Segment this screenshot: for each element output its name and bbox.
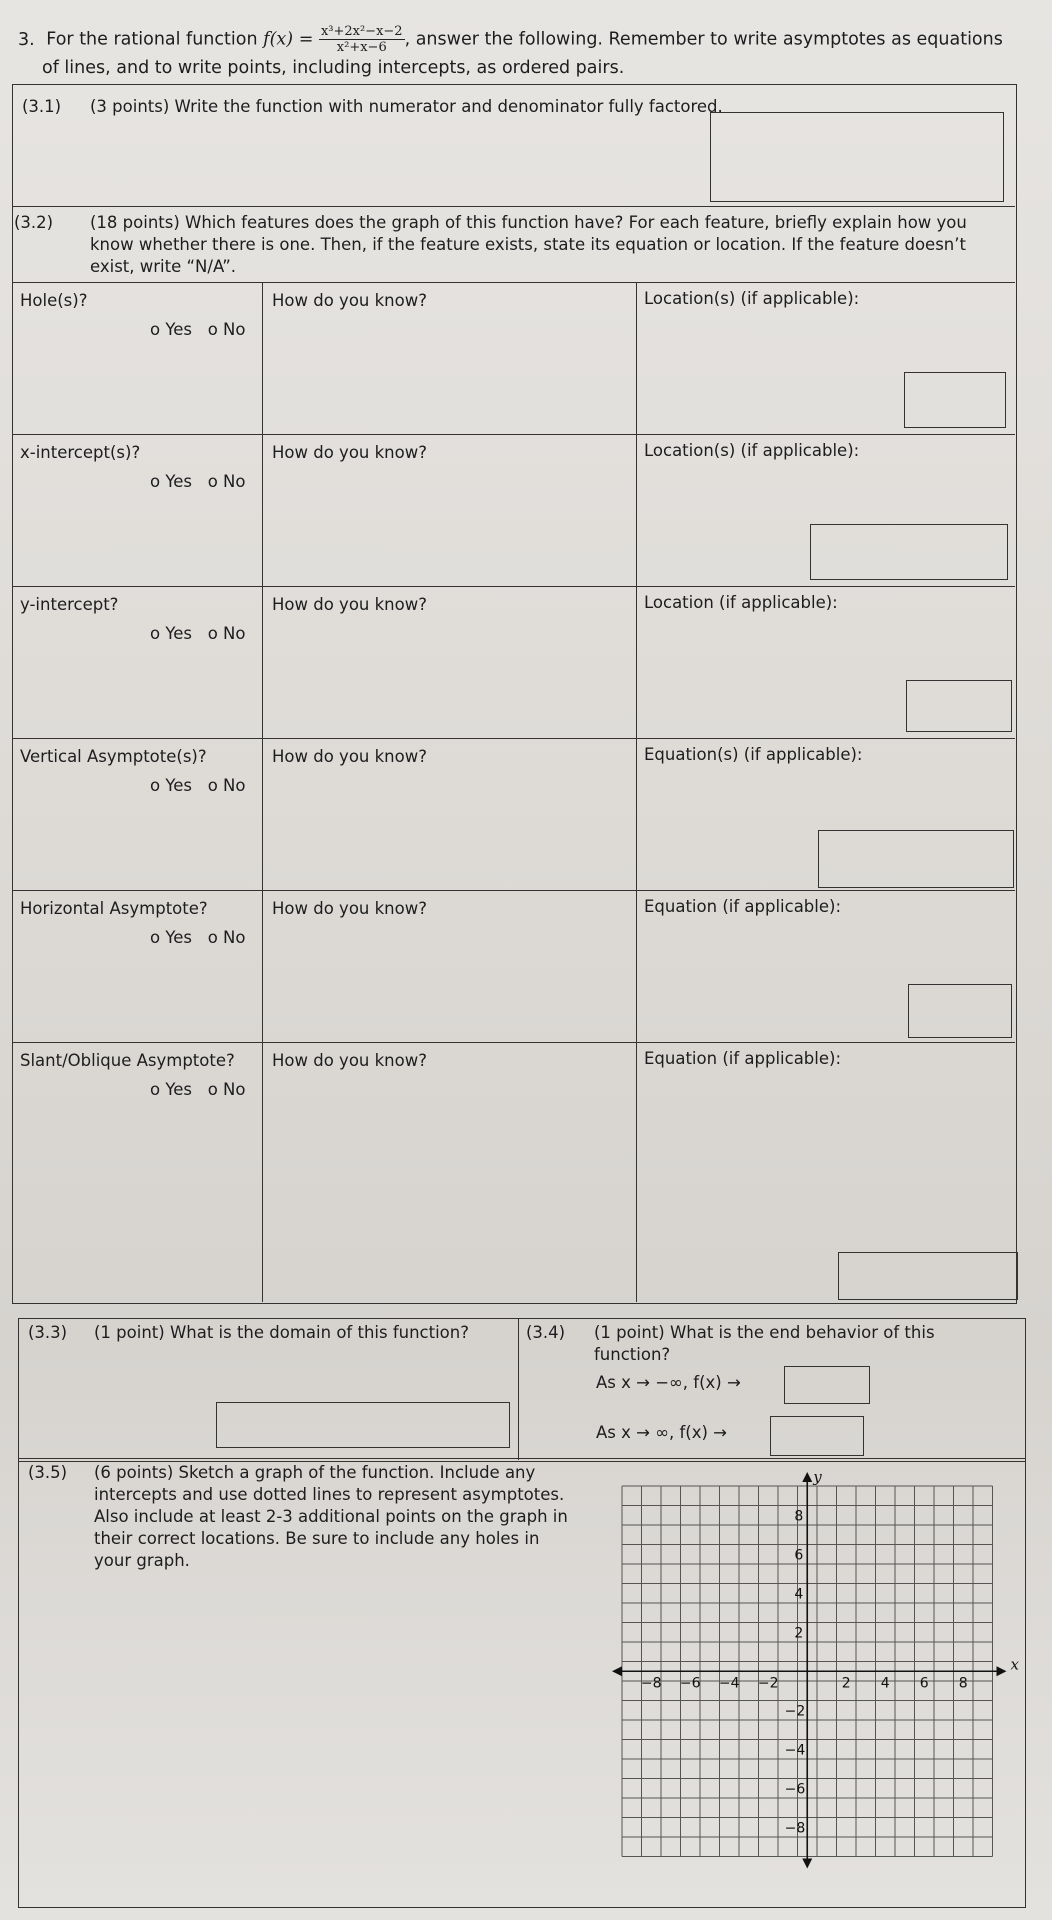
feature-row-divider — [12, 282, 1015, 283]
yes-no-options[interactable]: o Yes o No — [150, 776, 246, 795]
column-divider — [262, 434, 263, 586]
part-3-4-text — [594, 1322, 935, 1366]
row-divider — [12, 206, 1015, 207]
feature-row-divider — [12, 890, 1015, 891]
part-3-3 — [28, 1322, 508, 1344]
part-3-5 — [28, 1462, 588, 1570]
part-3-3-text: (1 point) What is the domain of this function? — [94, 1323, 469, 1342]
question-rest-line1: , answer the following. Remember to write asymptotes as equations — [404, 29, 1003, 50]
feature-row-divider — [12, 738, 1015, 739]
part-3-2-line2: know whether there is one. Then, if the feature exists, state its equation or location. If the feature doesn’t — [90, 235, 966, 254]
x-tick-label: 2 — [841, 1675, 851, 1692]
question-intro: For the rational function — [46, 29, 258, 50]
how-do-you-know-label: How do you know? — [272, 1051, 427, 1070]
x-tick-label: 8 — [958, 1675, 968, 1692]
end-behavior-neg-box[interactable] — [784, 1366, 870, 1404]
part-3-5-line1: (6 points) Sketch a graph of the function. Include any — [94, 1463, 536, 1482]
x-tick-label: −6 — [679, 1675, 701, 1692]
column-divider — [636, 890, 637, 1042]
feature-name: Hole(s)? — [20, 291, 88, 310]
how-do-you-know-label: How do you know? — [272, 595, 427, 614]
part-3-5-line5: your graph. — [94, 1551, 190, 1570]
end-behavior-pos-box[interactable] — [770, 1416, 864, 1456]
part-3-5-line4: their correct locations. Be sure to include any holes in — [94, 1529, 540, 1548]
feature-name: Slant/Oblique Asymptote? — [20, 1051, 235, 1070]
yes-no-options[interactable]: o Yes o No — [150, 472, 246, 491]
part-3-2-line3: exist, write “N/A”. — [90, 257, 236, 276]
y-tick-label: −6 — [784, 1781, 806, 1798]
part-3-5-line2: intercepts and use dotted lines to represent asymptotes. — [94, 1485, 565, 1504]
x-axis-label: x — [1010, 1655, 1019, 1674]
coordinate-grid[interactable] — [616, 1466, 1019, 1850]
feature-answer-box[interactable] — [838, 1252, 1018, 1300]
part-3-5-text — [94, 1462, 568, 1572]
end-behavior-pos-label: As x → ∞, f(x) → — [596, 1423, 727, 1442]
function-fraction — [319, 24, 405, 55]
feature-row-divider — [12, 434, 1015, 435]
feature-answer-box[interactable] — [818, 830, 1014, 888]
column-divider — [262, 890, 263, 1042]
location-label: Equation (if applicable): — [644, 1049, 842, 1068]
part-3-1-tag: (3.1) — [22, 97, 62, 116]
part-3-4-line1: (1 point) What is the end behavior of this — [594, 1323, 935, 1342]
question-header — [18, 24, 1038, 81]
feature-name: x-intercept(s)? — [20, 443, 141, 462]
location-label: Location(s) (if applicable): — [644, 289, 860, 308]
column-divider — [636, 586, 637, 738]
part-3-2-tag: (3.2) — [14, 213, 54, 232]
column-divider — [636, 738, 637, 890]
x-tick-label: 4 — [880, 1675, 890, 1692]
how-do-you-know-label: How do you know? — [272, 899, 427, 918]
y-tick-label: 6 — [794, 1547, 804, 1564]
location-label: Location(s) (if applicable): — [644, 441, 860, 460]
feature-answer-box[interactable] — [904, 372, 1006, 428]
how-do-you-know-label: How do you know? — [272, 747, 427, 766]
part-3-4 — [526, 1322, 1016, 1364]
part-3-3-tag: (3.3) — [28, 1323, 68, 1342]
yes-no-options[interactable]: o Yes o No — [150, 1080, 246, 1099]
question-number: 3. — [18, 29, 35, 50]
function-name: f(x) = — [263, 29, 314, 50]
y-tick-label: 2 — [794, 1625, 804, 1642]
y-tick-label: 8 — [794, 1508, 804, 1525]
x-tick-label: 6 — [919, 1675, 929, 1692]
yes-no-options[interactable]: o Yes o No — [150, 624, 246, 643]
y-tick-label: −4 — [784, 1742, 806, 1759]
column-divider — [262, 586, 263, 738]
y-tick-label: 4 — [794, 1586, 804, 1603]
x-axis-arrow-right — [997, 1666, 1007, 1676]
how-do-you-know-label: How do you know? — [272, 291, 427, 310]
x-tick-label: −8 — [640, 1675, 662, 1692]
feature-row-divider — [12, 586, 1015, 587]
column-divider — [262, 738, 263, 890]
features-table-frame — [12, 84, 1017, 1304]
feature-answer-box[interactable] — [906, 680, 1012, 732]
feature-name: Horizontal Asymptote? — [20, 899, 208, 918]
how-do-you-know-label: How do you know? — [272, 443, 427, 462]
domain-answer-box[interactable] — [216, 1402, 510, 1448]
y-tick-label: −2 — [784, 1703, 806, 1720]
part-3-1-text: (3 points) Write the function with numerator and denominator fully factored. — [90, 97, 723, 116]
feature-row-divider — [12, 1042, 1015, 1043]
feature-name: y-intercept? — [20, 595, 119, 614]
column-divider — [262, 282, 263, 434]
y-axis-label: y — [813, 1468, 822, 1486]
location-label: Equation(s) (if applicable): — [644, 745, 863, 764]
end-behavior-neg-label: As x → −∞, f(x) → — [596, 1373, 741, 1392]
section-divider — [518, 1318, 519, 1460]
part-3-4-tag: (3.4) — [526, 1323, 566, 1342]
yes-no-options[interactable]: o Yes o No — [150, 928, 246, 947]
location-label: Location (if applicable): — [644, 593, 838, 612]
part-3-5-line3: Also include at least 2-3 additional points on the graph in — [94, 1507, 568, 1526]
function-numerator: x³+2x²−x−2 — [320, 24, 403, 39]
y-tick-label: −8 — [784, 1820, 806, 1837]
feature-name: Vertical Asymptote(s)? — [20, 747, 207, 766]
sketch-grid[interactable] — [616, 1466, 1019, 1850]
question-rest-line2: of lines, and to write points, including intercepts, as ordered pairs. — [42, 58, 625, 78]
function-denominator: x²+x−6 — [336, 40, 387, 55]
x-tick-label: −2 — [757, 1675, 779, 1692]
location-label: Equation (if applicable): — [644, 897, 842, 916]
part-3-4-line2: function? — [594, 1345, 671, 1364]
y-axis-arrow-up — [802, 1472, 812, 1482]
column-divider — [636, 282, 637, 434]
column-divider — [636, 434, 637, 586]
feature-answer-box[interactable] — [810, 524, 1008, 580]
x-tick-label: −4 — [718, 1675, 740, 1692]
part-3-5-tag: (3.5) — [28, 1463, 68, 1482]
column-divider — [636, 1042, 637, 1302]
feature-answer-box[interactable] — [908, 984, 1012, 1038]
part-3-2-line1: (18 points) Which features does the graph of this function have? For each feature, briefly explain how you — [90, 213, 967, 232]
column-divider — [262, 1042, 263, 1302]
yes-no-options[interactable]: o Yes o No — [150, 320, 246, 339]
